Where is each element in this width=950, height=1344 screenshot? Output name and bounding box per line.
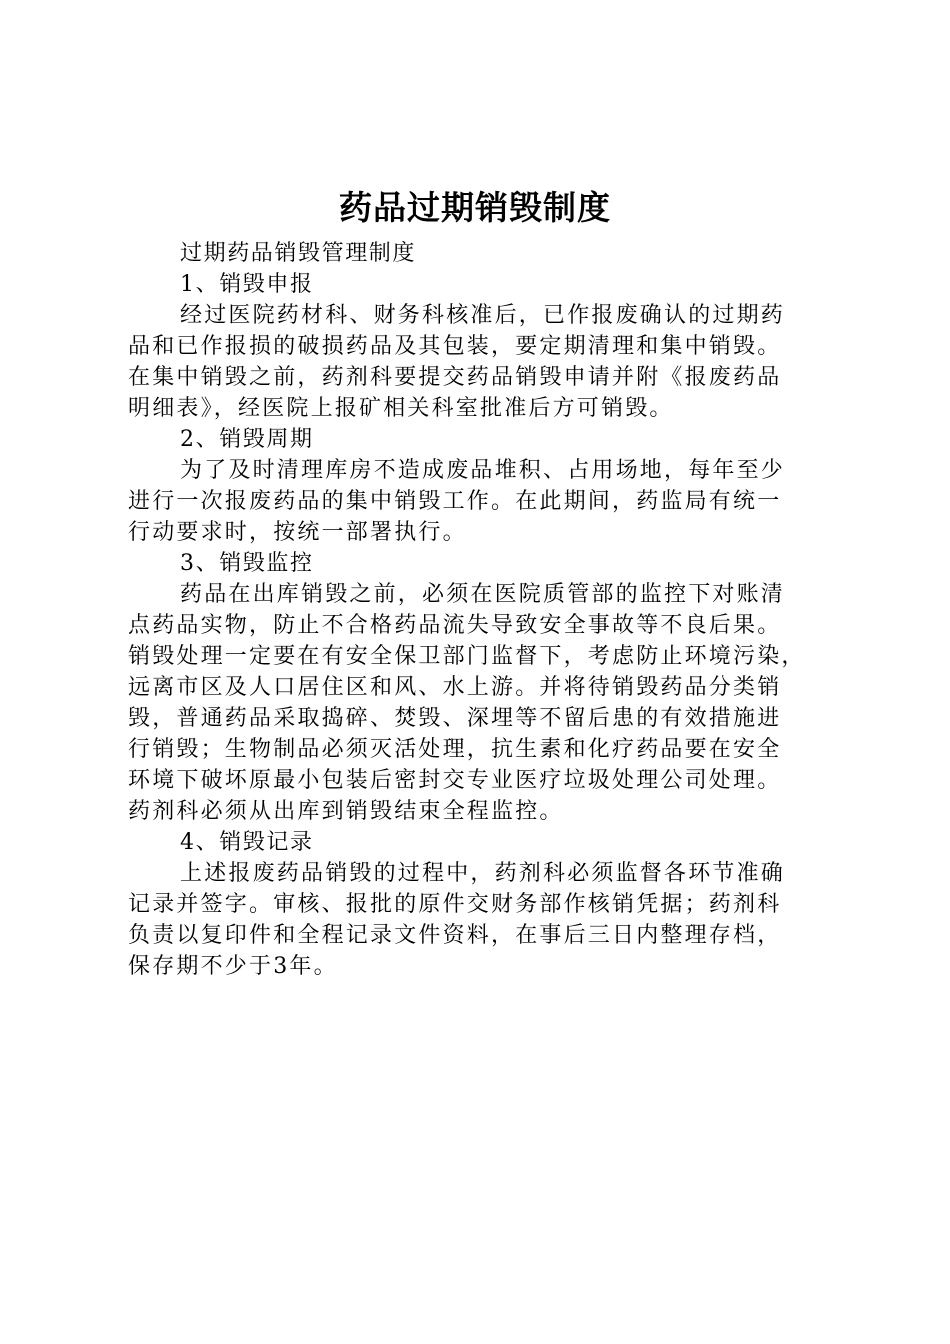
paragraph-line: 品和已作报损的破损药品及其包装，要定期清理和集中销毁。	[128, 334, 782, 359]
paragraph-line: 记录并签字。审核、报批的原件交财务部作核销凭据；药剂科	[128, 892, 782, 917]
section-heading-records: 4、销毁记录	[180, 830, 314, 855]
paragraph-line: 点药品实物，防止不合格药品流失导致安全事故等不良后果。	[128, 613, 782, 638]
paragraph-line: 药品在出库销毁之前，必须在医院质管部的监控下对账清	[180, 582, 786, 607]
paragraph-line: 销毁处理一定要在有安全保卫部门监督下，考虑防止环境污染，	[128, 644, 806, 669]
paragraph-line: 负责以复印件和全程记录文件资料，在事后三日内整理存档，	[128, 923, 782, 948]
paragraph-line: 进行一次报废药品的集中销毁工作。在此期间，药监局有统一	[128, 489, 782, 514]
paragraph-line: 药剂科必须从出库到销毁结束全程监控。	[128, 799, 564, 824]
paragraph-line: 行销毁；生物制品必须灭活处理，抗生素和化疗药品要在安全	[128, 737, 782, 762]
section-heading-application: 1、销毁申报	[180, 272, 314, 297]
section-heading-overview: 过期药品销毁管理制度	[180, 241, 417, 266]
document-title: 药品过期销毁制度	[339, 188, 611, 227]
paragraph-line: 在集中销毁之前，药剂科要提交药品销毁申请并附《报废药品	[128, 365, 782, 390]
section-heading-monitoring: 3、销毁监控	[180, 551, 314, 576]
paragraph-line: 行动要求时，按统一部署执行。	[128, 520, 467, 545]
paragraph-line: 经过医院药材科、财务科核准后，已作报废确认的过期药	[180, 303, 786, 328]
paragraph-line: 为了及时清理库房不造成废品堆积、占用场地，每年至少	[180, 458, 786, 483]
document-body	[128, 238, 834, 982]
paragraph-line: 保存期不少于3年。	[128, 954, 338, 979]
paragraph-line: 环境下破坏原最小包装后密封交专业医疗垃圾处理公司处理。	[128, 768, 782, 793]
paragraph-line: 上述报废药品销毁的过程中，药剂科必须监督各环节准确	[180, 861, 786, 886]
paragraph-line: 远离市区及人口居住区和风、水上游。并将待销毁药品分类销	[128, 675, 782, 700]
section-heading-cycle: 2、销毁周期	[180, 427, 314, 452]
paragraph-line: 毁，普通药品采取捣碎、焚毁、深埋等不留后患的有效措施进	[128, 706, 782, 731]
paragraph-line: 明细表》，经医院上报矿相关科室批准后方可销毁。	[128, 396, 674, 421]
